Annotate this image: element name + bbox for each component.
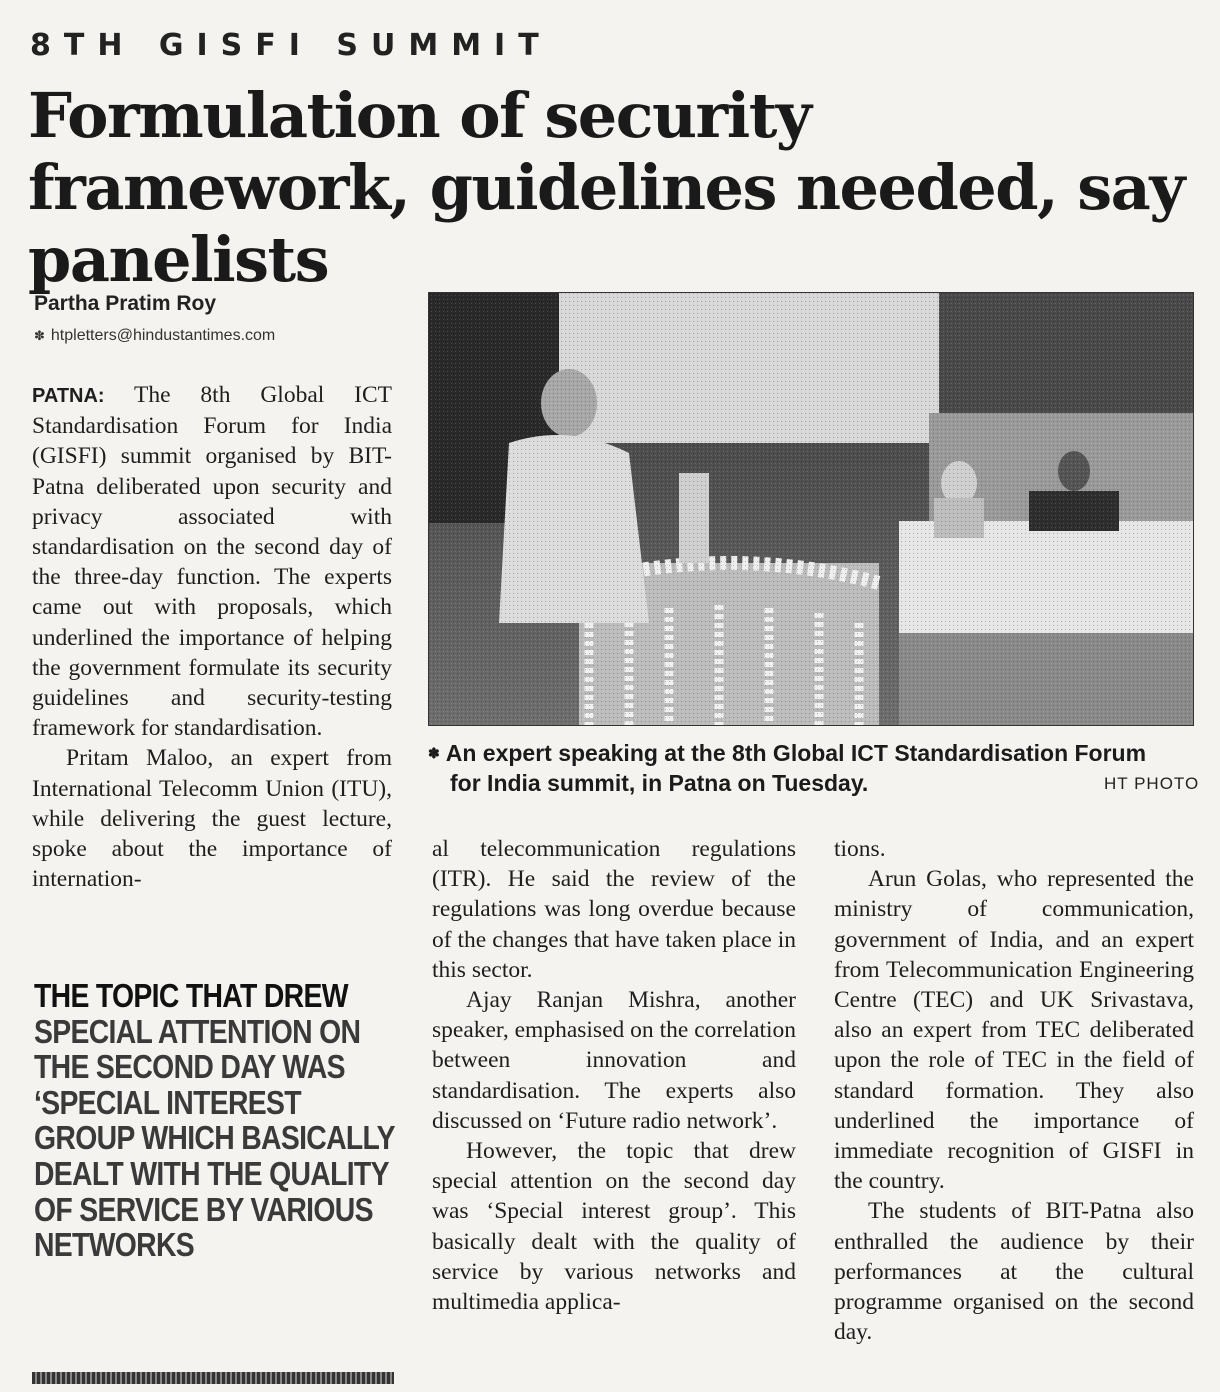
byline-author: Partha Pratim Roy (34, 292, 217, 315)
column-rule (32, 1372, 394, 1384)
headline: Formulation of security framework, guidelines needed, say panelists (28, 79, 1184, 296)
article-paragraph: However, the topic that drew special attention on the second day was ‘Special interest group’. This basically dealt with the quality of service by various networks and multimedia applica- (432, 1138, 796, 1316)
photo-caption (428, 738, 1198, 798)
article-paragraph: tions. (834, 836, 886, 862)
article-paragraph: Ajay Ranjan Mishra, another speaker, emphasised on the correlation between innovation and standardisation. The experts also discussed on ‘Future radio network’. (432, 987, 796, 1134)
article-paragraph: Pritam Maloo, an expert from International Telecomm Union (ITU), while delivering the guest lecture, spoke about the importance of internation- (32, 745, 392, 893)
pull-quote-lead: THE TOPIC THAT DREW (34, 977, 348, 1014)
article-paragraph: al telecommunication regulations (ITR). He said the review of the regulations was long overdue because of the changes that have taken place in this sector. (432, 836, 796, 983)
article-column-1 (32, 380, 392, 894)
photo-credit: HT PHOTO (1104, 774, 1200, 793)
dateline: PATNA: (32, 385, 105, 407)
bullet-icon: ✽ (428, 745, 440, 761)
article-paragraph: The students of BIT-Patna also enthralled the audience by their performances at the cultural programme organised on the second day. (834, 1198, 1194, 1346)
paragraph-text: The 8th Global ICT Standardisation Forum for India (GISFI) summit organised by BIT-Patna deliberated upon security and privacy associated with standardisation on the second day of the three-day function. The experts came out with proposals, which underlined the importance of helping the government formulate its security guidelines and security-testing framework for standardisation. (32, 382, 392, 742)
article-column-3 (834, 834, 1194, 1347)
byline-email[interactable]: htpletters@hindustantimes.com (50, 327, 276, 344)
caption-line (428, 738, 1198, 768)
article-paragraph (32, 380, 392, 743)
bullet-icon: ✽ (34, 328, 45, 343)
photo-illustration (429, 293, 1193, 725)
byline-email-row (34, 327, 275, 345)
article-photo (428, 292, 1194, 726)
caption-text: An expert speaking at the 8th Global ICT Standardisation Forum (445, 740, 1147, 766)
section-kicker: 8TH GISFI SUMMIT (30, 28, 552, 63)
article-paragraph: Arun Golas, who represented the ministry of communication, government of India, and an expert from Telecommunication Engineering Centre (TEC) and UK Srivastava, also an expert from TEC deliberated upon the role of TEC in the field of standard formation. They also underlined the importance of immediate recognition of GISFI in the country. (834, 866, 1194, 1195)
article-column-2 (432, 834, 796, 1317)
pull-quote-body: SPECIAL ATTENTION ON THE SECOND DAY WAS ‘SPECIAL INTEREST GROUP WHICH BASICALLY DEALT WITH THE QUALITY OF SERVICE BY VARIOUS NETWORKS (34, 1012, 395, 1264)
pull-quote (34, 978, 395, 1263)
caption-line: for India summit, in Patna on Tuesday. (450, 770, 869, 796)
